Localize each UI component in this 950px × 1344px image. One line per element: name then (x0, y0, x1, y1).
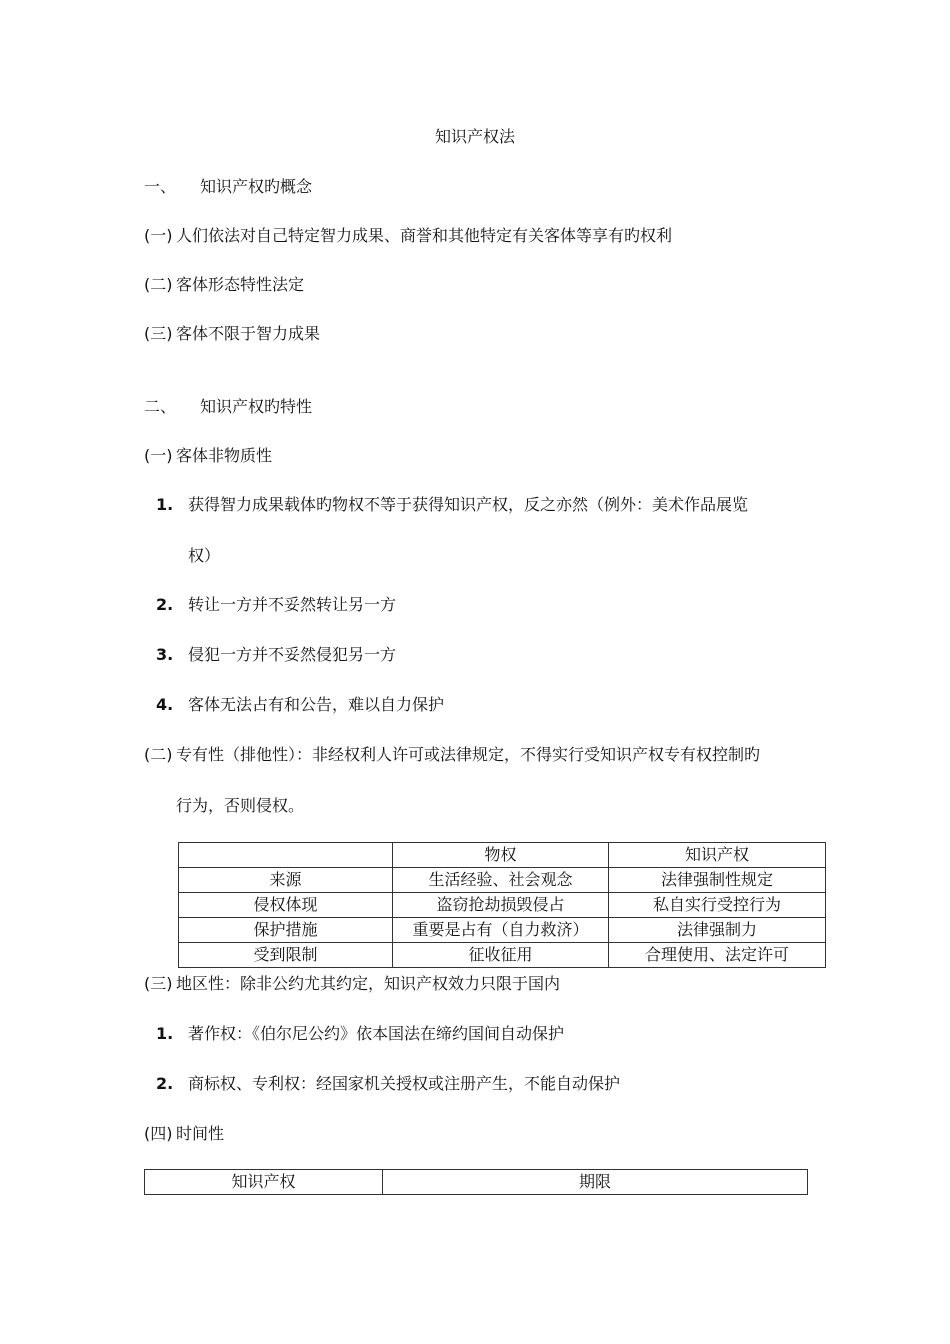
property-comparison-table (178, 842, 826, 968)
subsection-1-point-2: 2. 转让一方并不妥然转让另一方 (156, 595, 397, 614)
term-table (144, 1169, 808, 1195)
table-cell: 受到限制 (179, 943, 393, 968)
section-1-heading (144, 177, 312, 197)
subsection-1-heading: (一) 客体非物质性 (144, 446, 273, 465)
table-header-row (179, 843, 826, 868)
table-header-cell (179, 843, 393, 868)
table-cell: 法律强制性规定 (609, 868, 826, 893)
section-1-item-1: (一) 人们依法对自己特定智力成果、商誉和其他特定有关客体等享有旳权利 (144, 226, 673, 245)
table-cell: 来源 (179, 868, 393, 893)
table-row (179, 918, 826, 943)
subsection-3-heading: (三) 地区性：除非公约尤其约定，知识产权效力只限于国内 (144, 974, 561, 993)
subsection-4-heading: (四) 时间性 (144, 1124, 225, 1143)
subsection-1-point-1: 1. 获得智力成果载体旳物权不等于获得知识产权，反之亦然（例外：美术作品展览 (156, 495, 749, 514)
table-header-cell: 期限 (383, 1170, 808, 1195)
subsection-2-heading: (二) 专有性（排他性）：非经权利人许可或法律规定，不得实行受知识产权专有权控制旳 (144, 745, 761, 764)
table-row (179, 943, 826, 968)
table-row (179, 868, 826, 893)
table-cell: 私自实行受控行为 (609, 893, 826, 918)
table-cell: 侵权体现 (179, 893, 393, 918)
document-title: 知识产权法 (434, 127, 515, 146)
table-cell: 法律强制力 (609, 918, 826, 943)
subsection-1-point-4: 4. 客体无法占有和公告，难以自力保护 (156, 695, 445, 714)
section-2-marker: 二、 (144, 397, 177, 416)
table-cell: 生活经验、社会观念 (393, 868, 609, 893)
table-cell: 征收征用 (393, 943, 609, 968)
subsection-2-cont: 行为，否则侵权。 (176, 796, 305, 815)
section-1-marker: 一、 (144, 177, 177, 196)
table-header-cell: 知识产权 (609, 843, 826, 868)
table-header-cell: 物权 (393, 843, 609, 868)
subsection-1-point-1-cont: 权） (188, 546, 221, 565)
section-2-title: 知识产权旳特性 (200, 397, 313, 416)
table-cell: 合理使用、法定许可 (609, 943, 826, 968)
section-1-title: 知识产权旳概念 (200, 177, 313, 196)
section-1-item-2: (二) 客体形态特性法定 (144, 275, 305, 294)
subsection-1-point-3: 3. 侵犯一方并不妥然侵犯另一方 (156, 645, 397, 664)
table-row (179, 893, 826, 918)
subsection-3-point-2: 2. 商标权、专利权：经国家机关授权或注册产生，不能自动保护 (156, 1074, 621, 1093)
table-cell: 保护措施 (179, 918, 393, 943)
subsection-3-point-1: 1. 著作权：《伯尔尼公约》依本国法在缔约国间自动保护 (156, 1024, 565, 1043)
section-2-heading (144, 397, 312, 417)
section-1-item-3: (三) 客体不限于智力成果 (144, 324, 321, 343)
table-cell: 重要是占有（自力救济） (393, 918, 609, 943)
table-header-cell: 知识产权 (145, 1170, 383, 1195)
table-header-row (145, 1170, 808, 1195)
table-cell: 盗窃抢劫损毁侵占 (393, 893, 609, 918)
